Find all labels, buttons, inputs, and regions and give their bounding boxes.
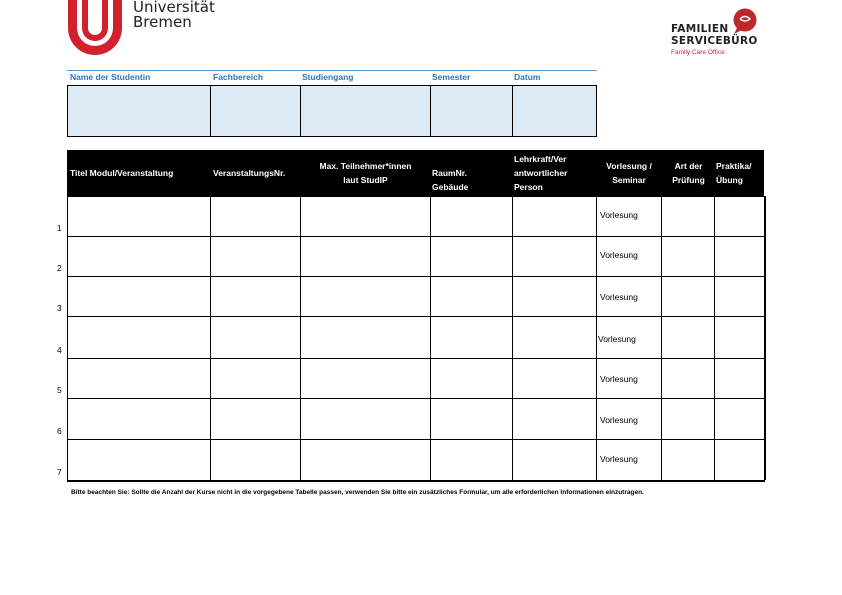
header-exam-line1: Art der [674,161,703,171]
program-field[interactable] [300,85,431,137]
row-number: 3 [57,303,62,313]
header-practice-line2: Übung [716,175,743,185]
info-header-date: Datum [514,72,541,82]
table-row-line [67,358,765,359]
header-exam-line2: Prüfung [672,175,705,185]
header-room-line1: RaumNr. [432,168,467,178]
speech-bubble-icon [731,8,759,34]
table-column-line [210,196,211,480]
fsb-title-line1: FAMILIEN [671,23,729,35]
header-teacher [514,152,567,194]
row-type-value[interactable]: Vorlesung [600,250,638,260]
row-number: 2 [57,263,62,273]
row-type-value[interactable]: Vorlesung [600,292,638,302]
header-title: Titel Modul/Veranstaltung [70,168,174,178]
header-max-line1: Max. Teilnehmer*innen [319,161,412,171]
university-logo-mark [66,0,124,58]
date-field[interactable] [512,85,597,137]
table-column-line [661,196,662,480]
footer-note: Bitte beachten Sie: Sollte die Anzahl der Kurse nicht in die vorgegebene Tabelle passen, verwenden Sie bitte ein zusätzliches Formular, um alle erforderlichen Informationen einzutragen. [71,489,644,496]
header-room [432,166,468,194]
table-column-line [596,196,597,480]
row-type-value[interactable]: Vorlesung [600,415,638,425]
table-row-line [67,398,765,399]
family-service-logo [671,6,771,62]
row-number: 4 [57,345,62,355]
table-column-line [430,196,431,480]
table-column-line [714,196,715,480]
table-row-line [67,316,765,317]
header-teacher-line3: Person [514,182,543,192]
row-number: 6 [57,426,62,436]
info-header-department: Fachbereich [213,72,264,82]
row-number: 1 [57,223,62,233]
table-row-line [67,439,765,440]
header-teacher-line2: antwortlicher [514,168,568,178]
university-name-line2: Bremen [133,13,192,31]
row-type-value[interactable]: Vorlesung [600,454,638,464]
header-type [597,159,661,187]
table-column-line [764,196,766,480]
table-column-line [67,196,68,480]
table-column-line [512,196,513,480]
row-number: 7 [57,467,62,477]
header-max-participants [300,159,431,187]
info-header-name: Name der Studentin [70,72,151,82]
row-type-value[interactable]: Vorlesung [600,210,638,220]
header-number: VeranstaltungsNr. [213,168,286,178]
header-max-line2: laut StudIP [343,175,388,185]
header-practice [716,159,751,187]
info-header-rule [67,70,597,71]
row-type-value[interactable]: Vorlesung [598,334,636,344]
table-row-line [67,236,765,237]
header-room-line2: Gebäude [432,182,469,192]
department-field[interactable] [210,85,301,137]
header-teacher-line1: Lehrkraft/Ver [514,154,567,164]
row-type-value[interactable]: Vorlesung [600,374,638,384]
semester-field[interactable] [430,85,513,137]
header-exam [662,159,715,187]
header-type-line2: Seminar [612,175,646,185]
fsb-title-line2: SERVICEBÜRO [671,35,758,47]
info-header-semester: Semester [432,72,471,82]
header-practice-line1: Praktika/ [716,161,752,171]
header-type-line1: Vorlesung / [606,161,652,171]
table-row-line [67,276,765,277]
fsb-subtitle: Family Care Office [671,49,725,56]
info-header-program: Studiengang [302,72,354,82]
table-row-line [67,480,765,482]
table-row-line [67,196,765,197]
name-field[interactable] [67,85,211,137]
row-number: 5 [57,385,62,395]
university-name-line1: Universität [133,0,215,16]
table-column-line [300,196,301,480]
